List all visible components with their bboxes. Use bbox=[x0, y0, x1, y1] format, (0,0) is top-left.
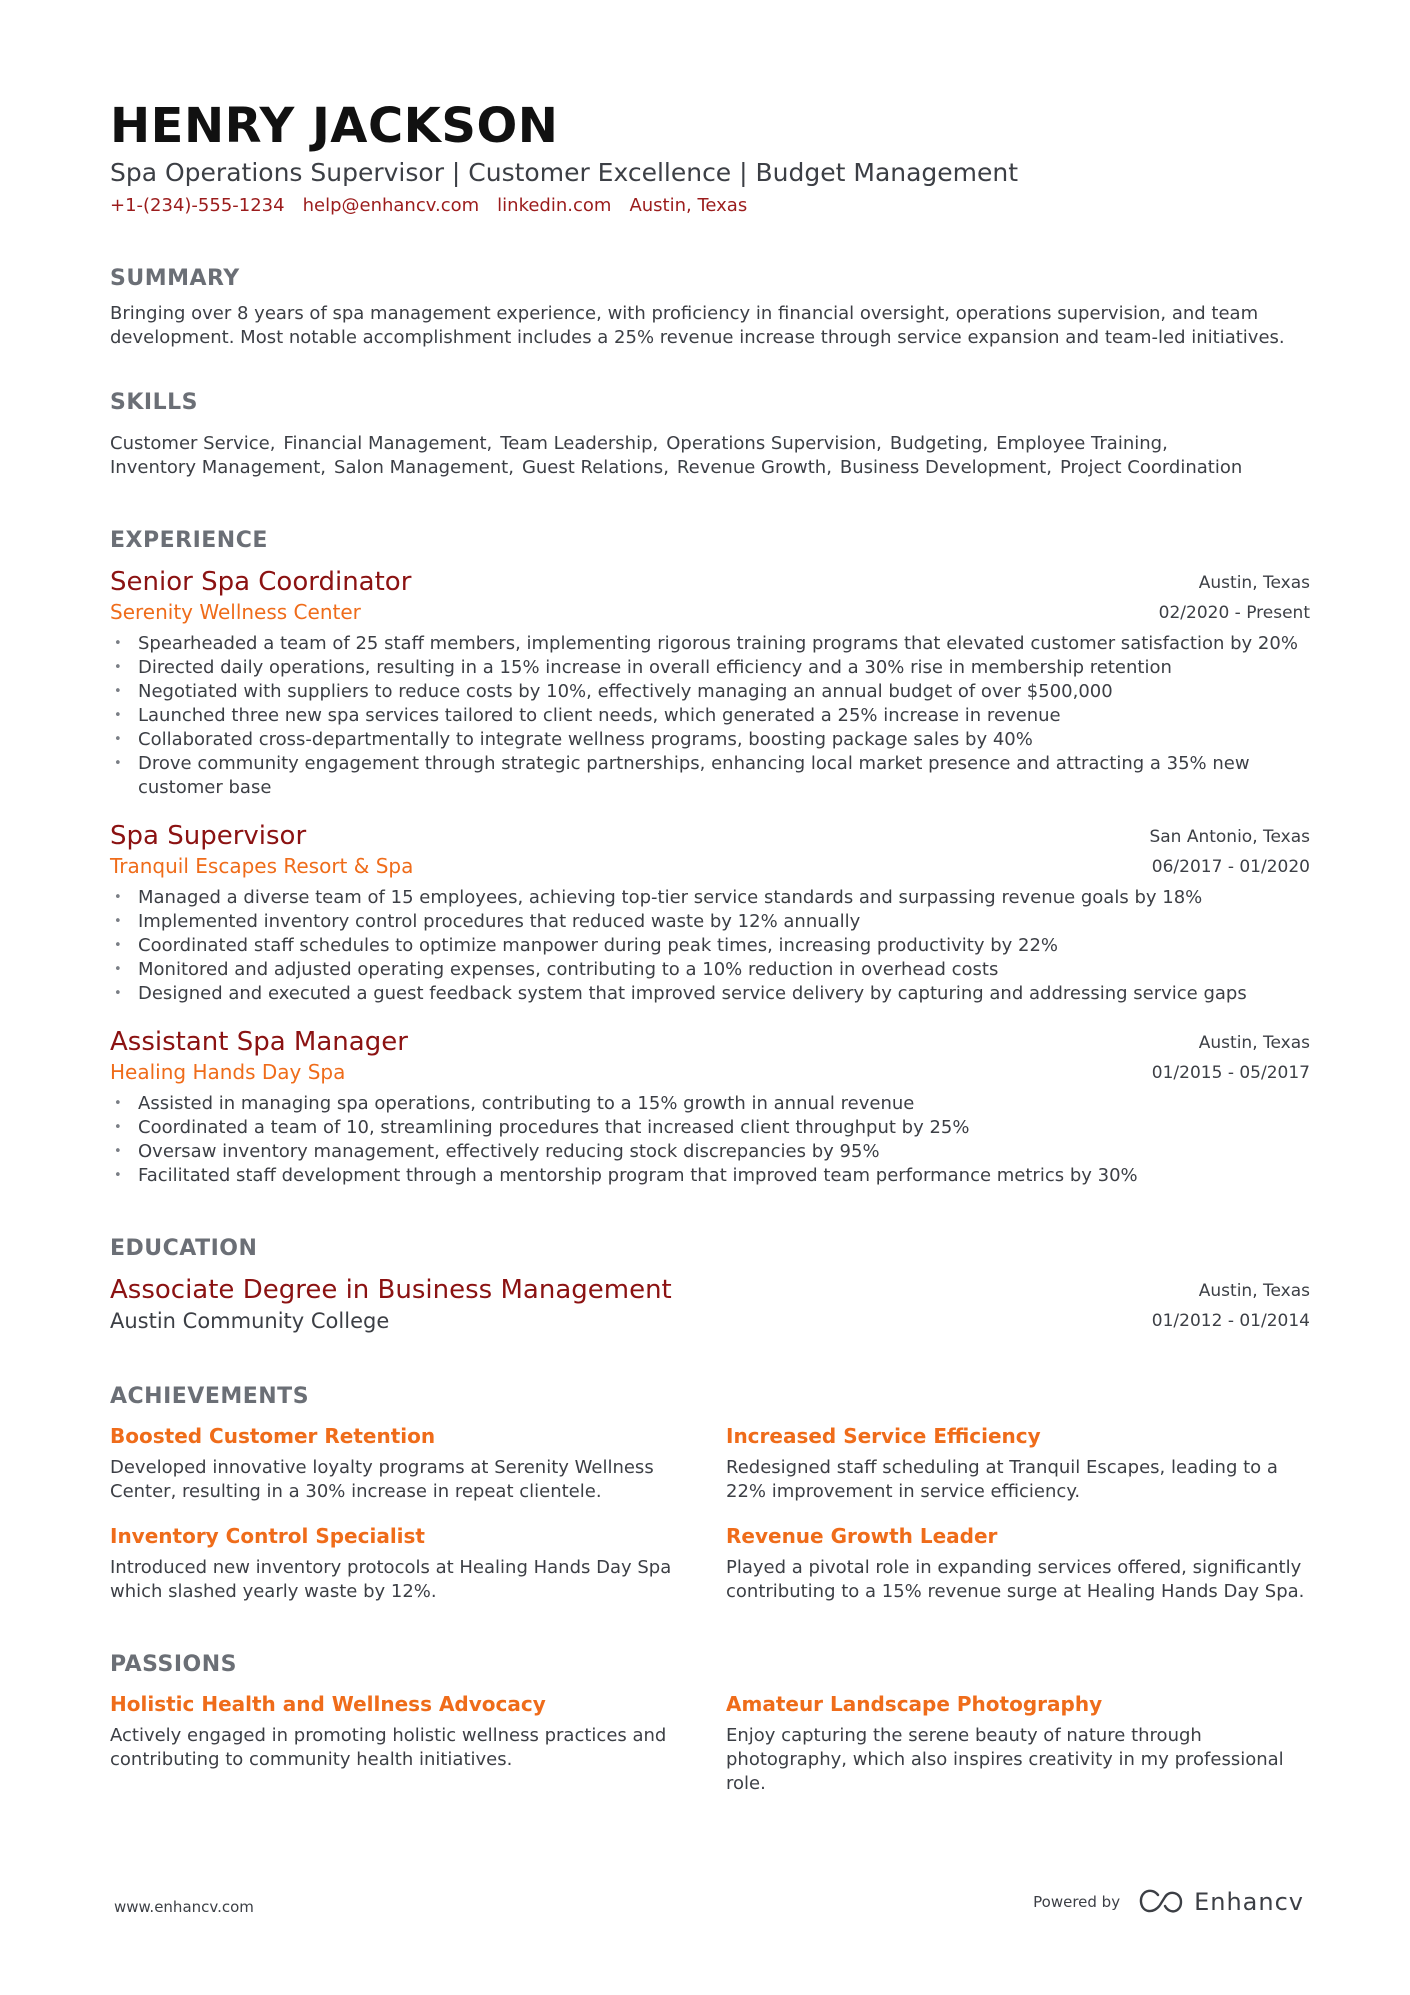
skill-item: Guest Relations bbox=[521, 457, 664, 478]
skill-separator: , bbox=[486, 433, 493, 454]
skill-separator: , bbox=[826, 457, 832, 478]
experience-section bbox=[110, 526, 1310, 1188]
education-section bbox=[110, 1234, 1310, 1336]
achievements-section bbox=[110, 1382, 1310, 1622]
bullet-item: • Negotiated with suppliers to reduce costs by 10%, effectively managing an annual budget of over $500,000 bbox=[110, 680, 1310, 704]
achievement-desc: Introduced new inventory protocols at Healing Hands Day Spa which slashed yearly waste by 12%. bbox=[110, 1557, 672, 1602]
section-title: EDUCATION bbox=[110, 1236, 258, 1261]
achievement-title: Revenue Growth Leader bbox=[726, 1524, 998, 1548]
bullet-item: • Coordinated staff schedules to optimize manpower during peak times, increasing productivity by 22% bbox=[110, 934, 1310, 958]
skill-item: Team Leadership bbox=[500, 433, 653, 454]
section-title: PASSIONS bbox=[110, 1652, 237, 1677]
education-meta bbox=[1152, 1276, 1310, 1336]
skills-list bbox=[110, 432, 1310, 480]
candidate-name: HENRY JACKSON bbox=[110, 98, 559, 154]
summary-section bbox=[110, 264, 1310, 350]
resume-page bbox=[110, 98, 1310, 1814]
job-company: Serenity Wellness Center bbox=[110, 600, 361, 624]
bullet-item: • Coordinated a team of 10, streamlining procedures that increased client throughput by 25% bbox=[110, 1116, 1310, 1140]
skill-separator: , bbox=[1046, 457, 1052, 478]
skill-item: Budgeting bbox=[889, 433, 983, 454]
job-bullets bbox=[110, 632, 1310, 800]
job-bullets bbox=[110, 886, 1310, 1006]
passion-desc: Actively engaged in promoting holistic wellness practices and contributing to community health initiatives. bbox=[110, 1725, 667, 1770]
job-location: Austin, Texas bbox=[1198, 1033, 1310, 1053]
page-footer bbox=[114, 1888, 1304, 1928]
job-meta bbox=[1152, 1028, 1310, 1088]
skill-separator: , bbox=[982, 433, 989, 454]
passion-title: Holistic Health and Wellness Advocacy bbox=[110, 1692, 546, 1716]
bullet-item: • Monitored and adjusted operating expenses, contributing to a 10% reduction in overhead costs bbox=[110, 958, 1310, 982]
achievements-grid bbox=[110, 1422, 1310, 1622]
resume-header bbox=[110, 98, 1310, 220]
contact-location: Austin, Texas bbox=[629, 195, 748, 216]
education-dates: 01/2012 - 01/2014 bbox=[1151, 1311, 1310, 1331]
job-dates: 06/2017 - 01/2020 bbox=[1151, 857, 1310, 877]
job-company: Tranquil Escapes Resort & Spa bbox=[110, 854, 414, 878]
candidate-headline: Spa Operations Supervisor | Customer Excellence | Budget Management bbox=[110, 158, 1019, 187]
section-title: EXPERIENCE bbox=[110, 528, 268, 553]
skill-separator: , bbox=[652, 433, 659, 454]
bullet-item: • Implemented inventory control procedures that reduced waste by 12% annually bbox=[110, 910, 1310, 934]
section-title: SKILLS bbox=[110, 390, 198, 415]
job-title: Spa Supervisor bbox=[110, 821, 307, 851]
job-entry bbox=[110, 1026, 1310, 1188]
job-bullets bbox=[110, 1092, 1310, 1188]
job-title: Senior Spa Coordinator bbox=[110, 567, 412, 597]
job-meta bbox=[1149, 822, 1310, 882]
passions-section bbox=[110, 1650, 1310, 1814]
enhancv-brand[interactable] bbox=[1138, 1888, 1304, 1916]
powered-by bbox=[1033, 1888, 1304, 1916]
skill-item: Revenue Growth bbox=[676, 457, 827, 478]
powered-by-label: Powered by bbox=[1033, 1893, 1121, 1911]
contact-linkedin[interactable]: linkedin.com bbox=[497, 195, 612, 216]
contact-line bbox=[110, 192, 1310, 220]
skill-item: Business Development bbox=[839, 457, 1047, 478]
skill-separator: , bbox=[1162, 433, 1168, 454]
achievement-card bbox=[110, 1522, 702, 1604]
brand-name: Enhancv bbox=[1194, 1888, 1304, 1916]
achievement-title: Inventory Control Specialist bbox=[110, 1524, 425, 1548]
bullet-item: • Designed and executed a guest feedback system that improved service delivery by capturing and addressing service gaps bbox=[110, 982, 1310, 1006]
skill-separator: , bbox=[320, 457, 327, 478]
bullet-item: • Oversaw inventory management, effectively reducing stock discrepancies by 95% bbox=[110, 1140, 1310, 1164]
achievement-desc: Redesigned staff scheduling at Tranquil Escapes, leading to a 22% improvement in service efficiency. bbox=[726, 1457, 1278, 1502]
bullet-item: • Managed a diverse team of 15 employees, achieving top-tier service standards and surpassing revenue goals by 18% bbox=[110, 886, 1310, 910]
passion-card bbox=[110, 1690, 702, 1796]
skill-item: Inventory Management bbox=[110, 457, 321, 478]
bullet-item: • Collaborated cross-departmentally to integrate wellness programs, boosting package sales by 40% bbox=[110, 728, 1310, 752]
job-title: Assistant Spa Manager bbox=[110, 1027, 408, 1057]
job-location: Austin, Texas bbox=[1198, 573, 1310, 593]
bullet-item: • Facilitated staff development through a mentorship program that improved team performance metrics by 30% bbox=[110, 1164, 1310, 1188]
skill-item: Financial Management bbox=[283, 433, 487, 454]
achievement-desc: Developed innovative loyalty programs at Serenity Wellness Center, resulting in a 30% increase in repeat clientele. bbox=[110, 1457, 654, 1502]
achievement-card bbox=[726, 1422, 1318, 1504]
job-company: Healing Hands Day Spa bbox=[110, 1060, 346, 1084]
skill-item: Employee Training bbox=[996, 433, 1163, 454]
section-title: SUMMARY bbox=[110, 266, 240, 291]
achievement-card bbox=[726, 1522, 1318, 1604]
skill-item: Project Coordination bbox=[1059, 457, 1243, 478]
job-dates: 02/2020 - Present bbox=[1158, 603, 1310, 623]
skill-item: Operations Supervision bbox=[666, 433, 877, 454]
job-entry bbox=[110, 820, 1310, 1006]
achievement-desc: Played a pivotal role in expanding services offered, significantly contributing to a 15% revenue surge at Healing Hands Day Spa. bbox=[726, 1557, 1305, 1602]
education-entry bbox=[110, 1274, 1310, 1336]
passions-grid bbox=[110, 1690, 1310, 1814]
contact-email[interactable]: help@enhancv.com bbox=[302, 195, 480, 216]
skill-separator: , bbox=[876, 433, 882, 454]
passion-desc: Enjoy capturing the serene beauty of nature through photography, which also inspires creativity in my professional role. bbox=[726, 1725, 1284, 1794]
enhancv-logo-icon bbox=[1138, 1889, 1184, 1915]
skill-separator: , bbox=[663, 457, 669, 478]
passion-title: Amateur Landscape Photography bbox=[726, 1692, 1103, 1716]
achievement-title: Boosted Customer Retention bbox=[110, 1424, 436, 1448]
job-location: San Antonio, Texas bbox=[1149, 827, 1310, 847]
bullet-item: • Assisted in managing spa operations, contributing to a 15% growth in annual revenue bbox=[110, 1092, 1310, 1116]
skill-item: Salon Management bbox=[334, 457, 509, 478]
section-title: ACHIEVEMENTS bbox=[110, 1384, 310, 1409]
bullet-item: • Spearheaded a team of 25 staff members, implementing rigorous training programs that elevated customer satisfaction by 20% bbox=[110, 632, 1310, 656]
degree-title: Associate Degree in Business Management bbox=[110, 1275, 672, 1305]
skill-separator: , bbox=[508, 457, 514, 478]
bullet-item: • Directed daily operations, resulting in a 15% increase in overall efficiency and a 30% rise in membership retention bbox=[110, 656, 1310, 680]
education-location: Austin, Texas bbox=[1198, 1281, 1310, 1301]
contact-phone[interactable]: +1-(234)-555-1234 bbox=[110, 195, 285, 216]
passion-card bbox=[726, 1690, 1318, 1796]
bullet-item: • Drove community engagement through strategic partnerships, enhancing local market presence and attracting a 35% new customer base bbox=[110, 752, 1310, 800]
job-meta bbox=[1159, 568, 1310, 628]
skill-separator: , bbox=[269, 433, 276, 454]
achievement-card bbox=[110, 1422, 702, 1504]
school-name: Austin Community College bbox=[110, 1309, 390, 1333]
skills-section bbox=[110, 388, 1310, 480]
job-entry bbox=[110, 566, 1310, 800]
bullet-item: • Launched three new spa services tailored to client needs, which generated a 25% increase in revenue bbox=[110, 704, 1310, 728]
skill-item: Customer Service bbox=[110, 433, 270, 454]
job-list bbox=[110, 566, 1310, 1188]
footer-url[interactable]: www.enhancv.com bbox=[114, 1898, 254, 1916]
job-dates: 01/2015 - 05/2017 bbox=[1151, 1063, 1310, 1083]
achievement-title: Increased Service Efficiency bbox=[726, 1424, 1041, 1448]
summary-text: Bringing over 8 years of spa management experience, with proficiency in financial oversight, operations supervision, and team development. Most notable accomplishment includes a 25% revenue increase through service expansion and team-led initiatives. bbox=[110, 303, 1285, 348]
